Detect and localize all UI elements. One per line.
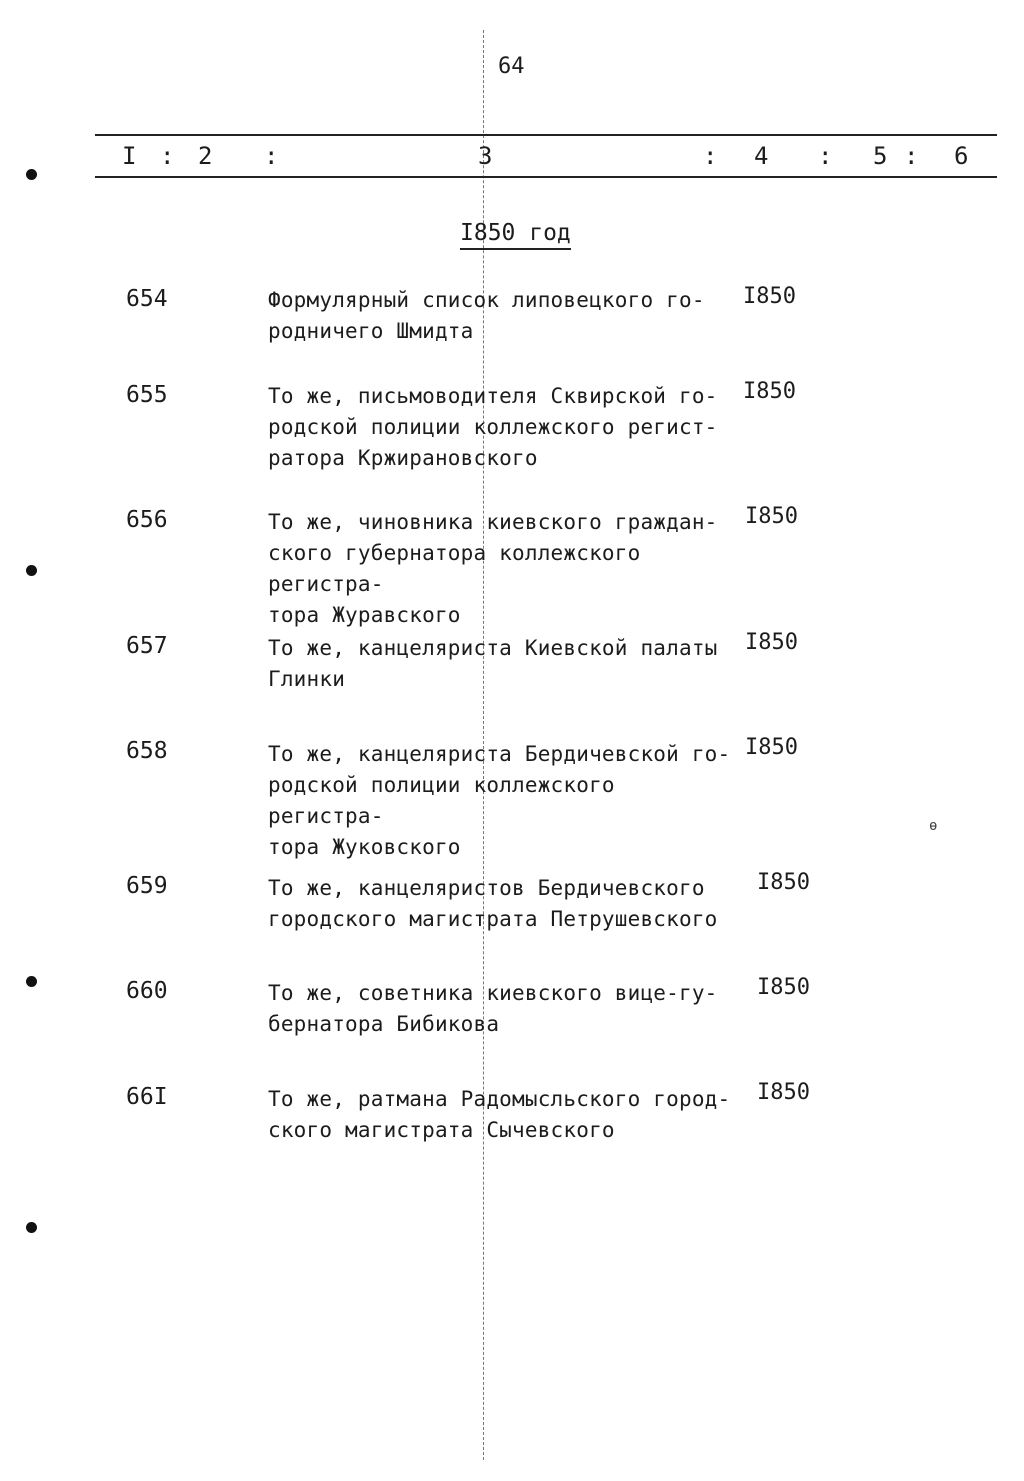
column-separator: : xyxy=(264,142,279,170)
record-description: То же, канцеляристов Бердичевского городского магистрата Петрушевского xyxy=(268,876,718,931)
record-number: 654 xyxy=(126,286,168,312)
section-title: I850 год xyxy=(460,220,571,250)
binding-hole xyxy=(26,1222,37,1233)
binding-hole xyxy=(26,169,37,180)
record-number: 660 xyxy=(126,978,168,1004)
page-number: 64 xyxy=(498,54,525,79)
record-number: 66I xyxy=(126,1084,168,1110)
record-number: 658 xyxy=(126,738,168,764)
margin-mark: ɵ xyxy=(929,818,938,834)
record-number: 657 xyxy=(126,633,168,659)
column-separator: : xyxy=(703,142,718,170)
binding-hole xyxy=(26,565,37,576)
header-top-rule xyxy=(95,134,997,136)
column-separator: : xyxy=(904,142,919,170)
record-year: I850 xyxy=(757,1080,810,1105)
record-year: I850 xyxy=(745,630,798,655)
record-year: I850 xyxy=(745,735,798,760)
record-number: 655 xyxy=(126,382,168,408)
record-description: То же, письмоводителя Сквирской го- родской полиции коллежского регист- ратора Кржирановского xyxy=(268,384,718,470)
record-year: I850 xyxy=(757,870,810,895)
column-separator: : xyxy=(818,142,833,170)
column-4-label: 4 xyxy=(754,142,769,170)
record-description: То же, чиновника киевского граждан- ского губернатора коллежского регистра- тора Журавского xyxy=(268,510,718,627)
column-5-label: 5 xyxy=(873,142,888,170)
header-bottom-rule xyxy=(95,176,997,178)
column-1-label: I xyxy=(122,142,137,170)
record-year: I850 xyxy=(743,284,796,309)
record-year: I850 xyxy=(743,379,796,404)
column-2-label: 2 xyxy=(198,142,213,170)
column-3-label: 3 xyxy=(478,142,493,170)
record-description: То же, канцеляриста Бердичевской го- родской полиции коллежского регистра- тора Жуковского xyxy=(268,742,731,859)
record-description: То же, канцеляриста Киевской палаты Глинки xyxy=(268,636,718,691)
record-description: Формулярный список липовецкого го- родничего Шмидта xyxy=(268,288,705,343)
record-year: I850 xyxy=(745,504,798,529)
record-number: 656 xyxy=(126,507,168,533)
record-description: То же, советника киевского вице-гу- бернатора Бибикова xyxy=(268,981,718,1036)
record-number: 659 xyxy=(126,873,168,899)
column-6-label: 6 xyxy=(954,142,969,170)
record-year: I850 xyxy=(757,975,810,1000)
column-separator: : xyxy=(160,142,175,170)
record-description: То же, ратмана Радомысльского город- ского магистрата Сычевского xyxy=(268,1087,731,1142)
binding-hole xyxy=(26,976,37,987)
